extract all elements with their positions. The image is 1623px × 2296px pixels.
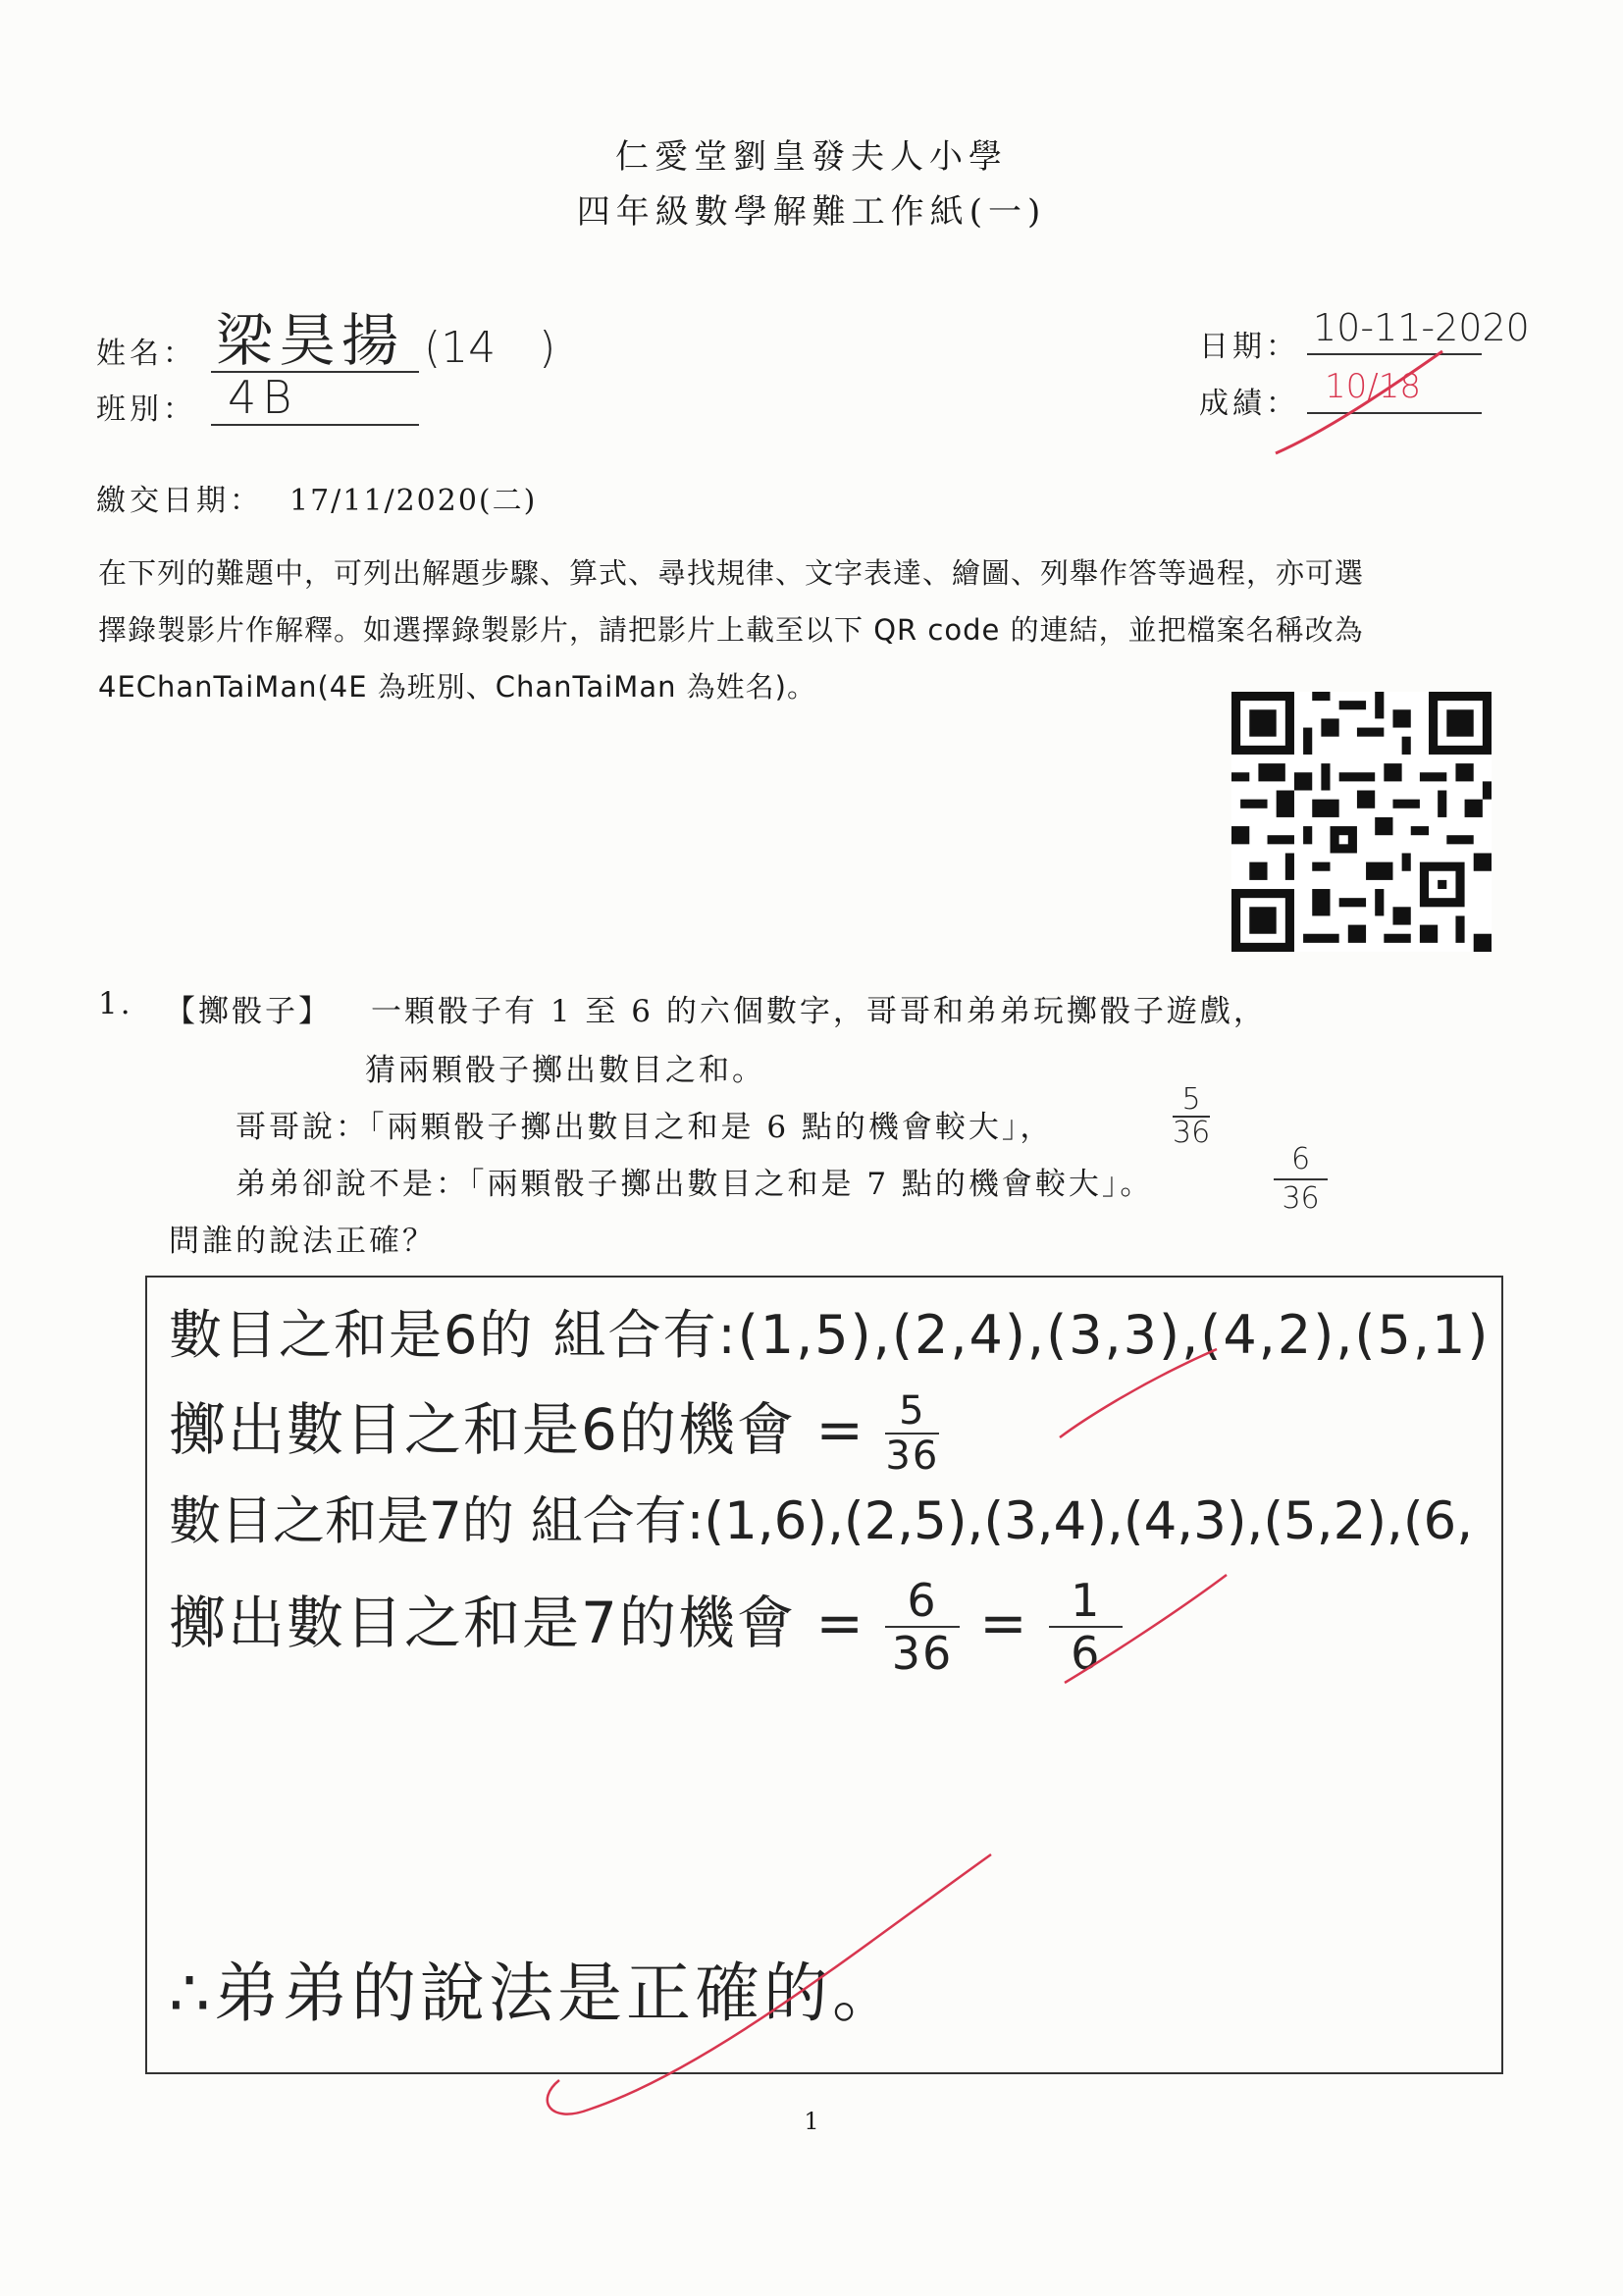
- answer-line-4-text: 擲出數目之和是7的機會 =: [169, 1590, 865, 1657]
- answer-fraction-7: $\frac{6}{36}$: [885, 1575, 959, 1679]
- answer-line-2: [169, 1383, 939, 1478]
- question-line-5: 問誰的說法正確？: [169, 1224, 436, 1259]
- name-label: 姓名：: [96, 337, 196, 371]
- class-value: 4B: [228, 371, 298, 424]
- answer-fraction-6: $\frac{5}{36}$: [885, 1387, 940, 1479]
- answer-conclusion: ∴弟弟的說法是正確的。: [169, 1956, 901, 2031]
- page-number: 1: [804, 2108, 819, 2135]
- instructions-line-2: 擇錄製影片作解釋。如選擇錄製影片，請把影片上載至以下 QR code 的連結，並把檔案名稱改為: [98, 613, 1364, 647]
- question-line-1: 一顆骰子有 1 至 6 的六個數字，哥哥和弟弟玩擲骰子遊戲，: [371, 994, 1267, 1029]
- school-name: 仁愛堂劉皇發夫人小學: [615, 137, 1008, 177]
- instructions-line-3: 4EChanTaiMan(4E 為班別、ChanTaiMan 為姓名)。: [98, 670, 817, 704]
- question-tag: 【擲骰子】: [165, 994, 332, 1029]
- score-value: 10/18: [1325, 367, 1421, 406]
- date-value: 10-11-2020: [1313, 306, 1530, 349]
- answer-line-4: [169, 1575, 1123, 1679]
- teacher-check-marks: [1050, 1344, 1236, 1697]
- score-label: 成績：: [1199, 387, 1299, 421]
- class-label: 班別：: [96, 392, 196, 427]
- answer-line-1: 數目之和是6的 組合有:(1,5),(2,4),(3,3),(4,2),(5,1): [169, 1304, 1491, 1366]
- margin-note-fraction-1: $\frac{5}{36}$: [1173, 1082, 1211, 1150]
- qr-code[interactable]: [1231, 692, 1492, 952]
- class-number: (14 ): [424, 323, 556, 373]
- answer-line-3: 數目之和是7的 組合有:(1,6),(2,5),(3,4),(4,3),(5,2),(6,: [169, 1491, 1474, 1551]
- worksheet-title: 四年級數學解難工作紙(一): [576, 192, 1047, 232]
- answer-line-2-text: 擲出數目之和是6的機會 =: [169, 1396, 865, 1463]
- due-date-label: 繳交日期：: [96, 484, 263, 518]
- question-number: 1.: [98, 986, 133, 1021]
- question-line-3: 哥哥說：「兩顆骰子擲出數目之和是 6 點的機會較大」，: [236, 1110, 1054, 1145]
- score-pen-mark: [1266, 343, 1452, 461]
- answer-equals: =: [979, 1590, 1029, 1657]
- question-line-2: 猜兩顆骰子擲出數目之和。: [365, 1053, 765, 1088]
- answer-fraction-simplified: $\frac{1}{6}$: [1049, 1575, 1123, 1679]
- margin-note-fraction-2: $\frac{6}{36}$: [1274, 1141, 1328, 1218]
- teacher-tick-mark: [530, 1845, 1001, 2139]
- due-date-value: 17/11/2020(二): [289, 484, 538, 518]
- name-value: 梁昊揚: [216, 307, 405, 374]
- question-line-4: 弟弟卻說不是：「兩顆骰子擲出數目之和是 7 點的機會較大」。: [236, 1167, 1154, 1202]
- instructions-line-1: 在下列的難題中，可列出解題步驟、算式、尋找規律、文字表達、繪圖、列舉作答等過程，亦可選: [98, 556, 1365, 590]
- date-label: 日期：: [1199, 330, 1299, 364]
